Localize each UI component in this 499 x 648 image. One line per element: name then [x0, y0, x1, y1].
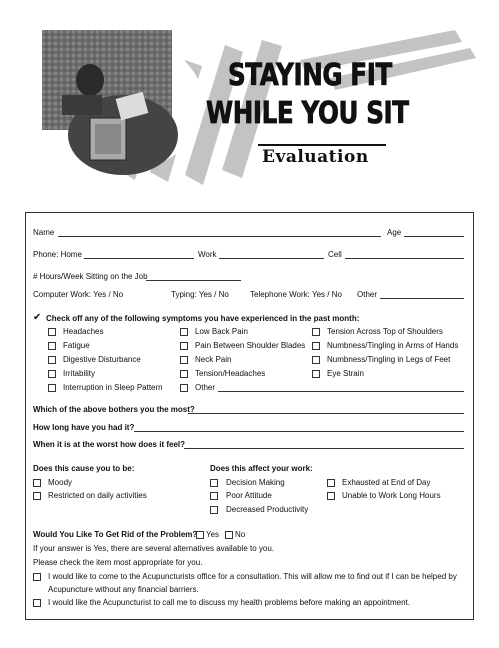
symptom-label: Numbness/Tingling in Arms of Hands: [327, 341, 459, 350]
hours-label: # Hours/Week Sitting on the Job: [33, 272, 148, 281]
how-long-field[interactable]: [134, 431, 464, 432]
alternatives-text: If your answer is Yes, there are several alternatives available to you.: [33, 544, 275, 553]
checkbox-icon[interactable]: [210, 492, 218, 500]
subtitle: Evaluation: [262, 147, 369, 167]
symptom-label: Tension Across Top of Shoulders: [327, 327, 443, 336]
cell-label: Cell: [328, 250, 342, 259]
phone-home-field[interactable]: [84, 258, 194, 259]
symptom-label: Tension/Headaches: [195, 369, 266, 378]
checkbox-icon[interactable]: [327, 492, 335, 500]
cell-phone-field[interactable]: [345, 258, 464, 259]
checkbox-icon[interactable]: [180, 342, 188, 350]
other-symptom-field[interactable]: [218, 391, 464, 392]
question-how-long: How long have you had it?: [33, 423, 135, 432]
problem-heading: Would You Like To Get Rid of the Problem?: [33, 530, 198, 539]
symptom-label: Numbness/Tingling in Legs of Feet: [327, 355, 451, 364]
subtitle-rule: [258, 144, 386, 146]
checkbox-icon[interactable]: [210, 506, 218, 514]
symptom-label: Eye Strain: [327, 369, 364, 378]
work-label: Work: [198, 250, 217, 259]
symptom-label: Other: [195, 383, 216, 392]
checkbox-icon[interactable]: [180, 328, 188, 336]
affect-heading: Does this affect your work:: [210, 464, 313, 473]
checkbox-icon[interactable]: [312, 328, 320, 336]
checkbox-icon[interactable]: [210, 479, 218, 487]
option-consultation-text: I would like to come to the Acupuncturists office for a consultation. This will allow me to find out if I can be helped by: [48, 572, 457, 581]
affect-label: Decision Making: [226, 478, 285, 487]
checkbox-icon[interactable]: [312, 370, 320, 378]
hours-field[interactable]: [146, 280, 241, 281]
telephone-work: Telephone Work: Yes / No: [250, 290, 342, 299]
name-field[interactable]: [58, 236, 381, 237]
check-mark-icon: ✔: [33, 312, 42, 323]
checkbox-icon[interactable]: [180, 356, 188, 364]
bothers-most-field[interactable]: [188, 413, 464, 414]
name-label: Name: [33, 228, 55, 237]
title-line-1: STAYING FIT: [228, 58, 392, 93]
checkbox-icon[interactable]: [33, 599, 41, 607]
yes-label: Yes: [206, 530, 220, 539]
checkbox-icon[interactable]: [33, 479, 41, 487]
checkbox-icon[interactable]: [48, 384, 56, 392]
symptom-label: Digestive Disturbance: [63, 355, 141, 364]
typing: Typing: Yes / No: [171, 290, 229, 299]
symptom-label: Pain Between Shoulder Blades: [195, 341, 306, 350]
desk-photo: [32, 30, 204, 175]
checkbox-icon[interactable]: [33, 492, 41, 500]
affect-label: Decreased Productivity: [226, 505, 309, 514]
age-field[interactable]: [404, 236, 464, 237]
symptom-label: Fatigue: [63, 341, 90, 350]
option-consultation-text-continued: Acupuncture without any financial barriers.: [48, 585, 199, 594]
checkbox-icon[interactable]: [180, 370, 188, 378]
symptom-label: Headaches: [63, 327, 104, 336]
checkbox-icon[interactable]: [180, 384, 188, 392]
checkbox-icon[interactable]: [312, 342, 320, 350]
age-label: Age: [387, 228, 402, 237]
title-line-2: WHILE YOU SIT: [206, 96, 409, 131]
instruction-text: Please check the item most appropriate for you.: [33, 558, 203, 567]
no-label: No: [235, 530, 246, 539]
question-bothers-most: Which of the above bothers you the most?: [33, 405, 195, 414]
checkbox-icon[interactable]: [327, 479, 335, 487]
checkbox-icon[interactable]: [48, 356, 56, 364]
option-call-text: I would like the Acupuncturist to call me to discuss my health problems before making an appointment.: [48, 598, 410, 607]
symptom-label: Low Back Pain: [195, 327, 248, 336]
checkbox-icon[interactable]: [48, 328, 56, 336]
checkbox-icon[interactable]: [196, 531, 204, 539]
cause-label: Restricted on daily activities: [48, 491, 147, 500]
symptom-label: Interruption in Sleep Pattern: [63, 383, 163, 392]
checkbox-icon[interactable]: [48, 342, 56, 350]
checkbox-icon[interactable]: [33, 573, 41, 581]
other-field[interactable]: [380, 298, 464, 299]
checkbox-icon[interactable]: [225, 531, 233, 539]
other-label: Other: [357, 290, 378, 299]
question-how-feel: When it is at the worst how does it feel?: [33, 440, 186, 449]
phone-home-label: Phone: Home: [33, 250, 82, 259]
how-feel-field[interactable]: [184, 448, 464, 449]
computer-work: Computer Work: Yes / No: [33, 290, 124, 299]
affect-label: Unable to Work Long Hours: [342, 491, 441, 500]
symptoms-heading: Check off any of the following symptoms you have experienced in the past month:: [46, 314, 360, 323]
symptom-label: Neck Pain: [195, 355, 232, 364]
checkbox-icon[interactable]: [312, 356, 320, 364]
cause-heading: Does this cause you to be:: [33, 464, 135, 473]
symptom-label: Irritability: [63, 369, 96, 378]
work-phone-field[interactable]: [219, 258, 324, 259]
affect-label: Exhausted at End of Day: [342, 478, 431, 487]
cause-label: Moody: [48, 478, 73, 487]
checkbox-icon[interactable]: [48, 370, 56, 378]
affect-label: Poor Attitude: [226, 491, 272, 500]
